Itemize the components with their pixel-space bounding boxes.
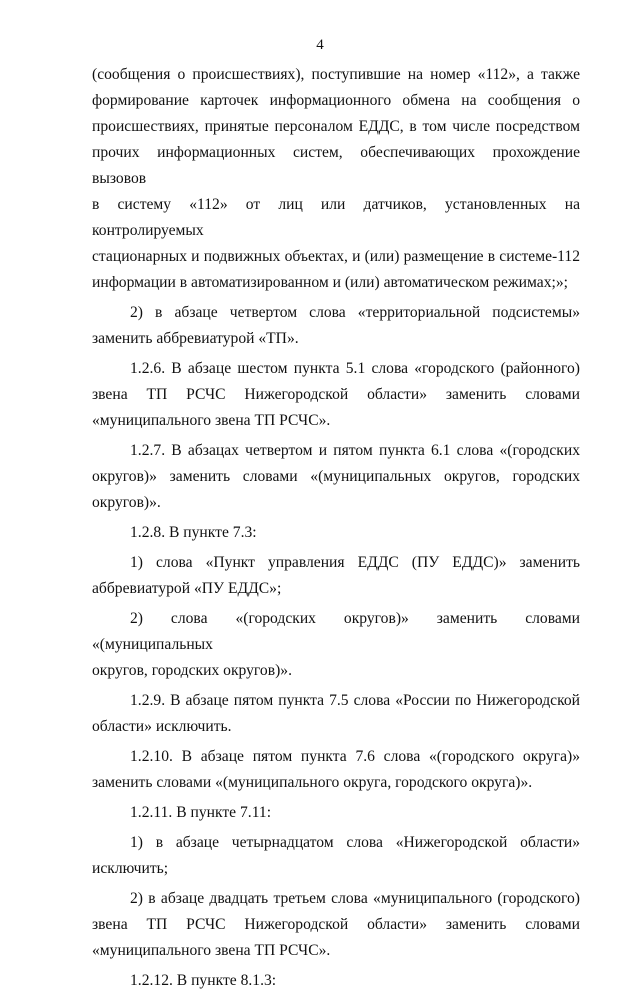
text-line: 1.2.9. В абзаце пятом пункта 7.5 слова «России по Нижегородской: [130, 692, 580, 709]
text-line: заменить словами «(муниципального округа, городского округа)».: [92, 774, 533, 791]
paragraph: [92, 968, 580, 994]
paragraph: [92, 438, 580, 516]
paragraph-continuation: [92, 62, 580, 296]
paragraph: [92, 520, 580, 546]
text-line: звена ТП РСЧС Нижегородской области» заменить словами: [92, 916, 580, 933]
text-line: 1.2.6. В абзаце шестом пункта 5.1 слова «городского (районного): [130, 360, 580, 377]
paragraph: [92, 300, 580, 352]
text-line: 1) слова «Пункт управления ЕДДС (ПУ ЕДДС)» заменить: [130, 554, 580, 571]
text-line: 1.2.11. В пункте 7.11:: [130, 804, 272, 821]
text-line: 1.2.10. В абзаце пятом пункта 7.6 слова «(городского округа)»: [130, 748, 580, 765]
text-line: аббревиатурой «ПУ ЕДДС»;: [92, 580, 282, 597]
text-line: округов)».: [92, 494, 161, 511]
text-line: стационарных и подвижных объектах, и (или) размещение в системе-112: [92, 248, 580, 265]
text-line: в систему «112» от лиц или датчиков, установленных на контролируемых: [92, 196, 580, 239]
paragraph: [92, 744, 580, 796]
text-line: области» исключить.: [92, 718, 232, 735]
text-line: 1.2.8. В пункте 7.3:: [130, 524, 257, 541]
text-line: «муниципального звена ТП РСЧС».: [92, 942, 331, 959]
text-line: 1) в абзаце четырнадцатом слова «Нижегородской области»: [130, 834, 580, 851]
paragraph: [92, 886, 580, 964]
text-line: формирование карточек информационного обмена на сообщения о: [92, 92, 580, 109]
paragraph: [92, 688, 580, 740]
text-line: заменить аббревиатурой «ТП».: [92, 330, 299, 347]
text-line: 1.2.12. В пункте 8.1.3:: [130, 972, 277, 989]
text-line: информации в автоматизированном и (или) автоматическом режимах;»;: [92, 274, 568, 291]
text-line: происшествиях, принятые персоналом ЕДДС, в том числе посредством: [92, 118, 580, 135]
text-line: округов)» заменить словами «(муниципальных округов, городских: [92, 468, 580, 485]
text-line: (сообщения о происшествиях), поступившие на номер «112», а также: [92, 66, 580, 83]
text-line: прочих информационных систем, обеспечивающих прохождение вызовов: [92, 144, 580, 187]
text-line: звена ТП РСЧС Нижегородской области» заменить словами: [92, 386, 580, 403]
document-body: [92, 62, 580, 994]
paragraph: [92, 800, 580, 826]
text-line: 1.2.7. В абзацах четвертом и пятом пункта 6.1 слова «(городских: [130, 442, 580, 459]
page-number: 4: [316, 37, 324, 53]
text-line: 2) в абзаце двадцать третьем слова «муниципального (городского): [130, 890, 580, 907]
paragraph: [92, 606, 580, 684]
text-line: округов, городских округов)».: [92, 662, 292, 679]
paragraph: [92, 356, 580, 434]
text-line: «муниципального звена ТП РСЧС».: [92, 412, 331, 429]
text-line: 2) слова «(городских округов)» заменить словами «(муниципальных: [92, 610, 580, 653]
paragraph: [92, 550, 580, 602]
text-line: исключить;: [92, 860, 169, 877]
paragraph: [92, 830, 580, 882]
text-line: 2) в абзаце четвертом слова «территориальной подсистемы»: [130, 304, 580, 321]
